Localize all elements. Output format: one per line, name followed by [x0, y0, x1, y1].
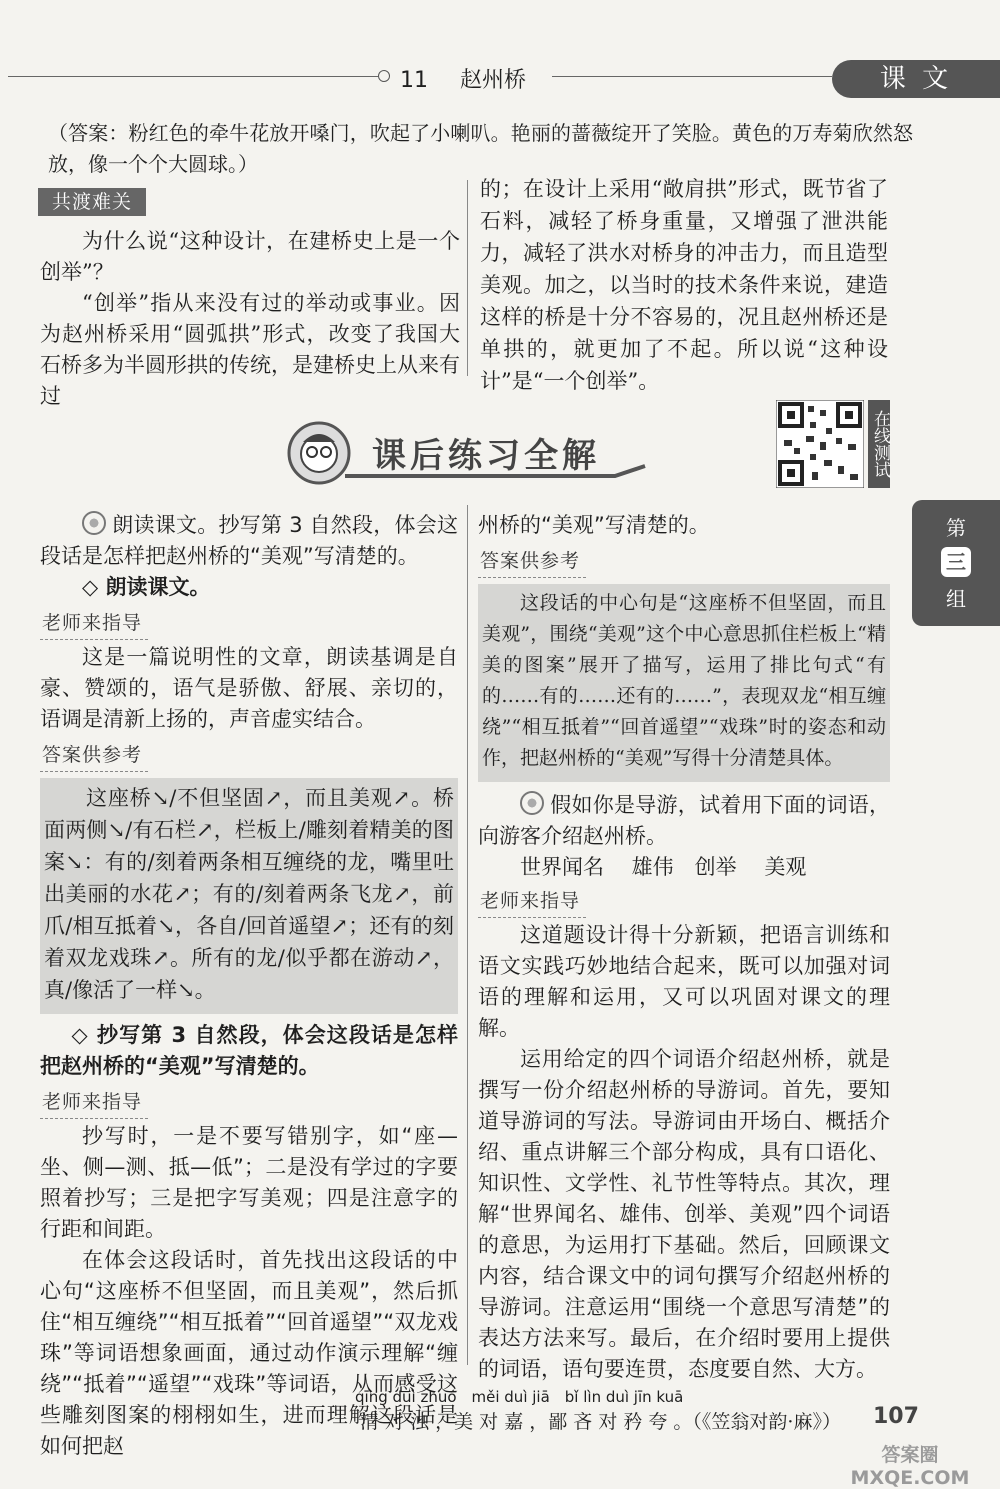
- footer-couplet: 清 对 浊 ，美 对 嘉 ，鄙 吝 对 矜 夸 。（《笠翁对韵·麻》）: [360, 1411, 841, 1433]
- header-lesson: [400, 63, 526, 94]
- watermark: 答案圈 MXQE.COM: [850, 1444, 970, 1489]
- answer-block-1: 这座桥↘/不但坚固↗，而且美观↗。桥面两侧↘/有石栏↗，栏板上/雕刻着精美的图案↘：有的/刻着两条相互缠绕的龙，嘴里吐出美丽的水花↗；有的/刻着两条飞龙↗，前爪/相互抵着↘，各自/回首遥望↗；还有的刻着双龙戏珠↗。所有的龙/似乎都在游动↗，真/像活了一样↘。: [40, 778, 458, 1014]
- word-list: 世界闻名 雄伟 创举 美观: [520, 855, 807, 879]
- left-answer: “创举”指从来没有过的举动或事业。因为赵州桥采用“圆弧拱”形式，改变了我国大石桥多为半圆形拱的传统，是建桥史上从来有过: [40, 291, 460, 408]
- label-answer-1: 答案供参考: [40, 740, 148, 772]
- qr-label: 在线测试: [868, 400, 890, 488]
- teacher-guide-1: 这是一篇说明性的文章，朗读基调是自豪、赞颂的，语气是骄傲、舒展、亲切的，语调是清新上扬的，声音虚实结合。: [40, 645, 458, 731]
- subheading-read: ◇ 朗读课文。: [82, 575, 211, 599]
- exercise-marker-icon-2: [520, 791, 544, 815]
- teacher-guide-3a: 这道题设计得十分新颖，把语言训练和语文实践巧妙地结合起来，既可以加强对词语的理解和运用，又可以巩固对课文的理解。: [478, 923, 890, 1040]
- header-tab-label: 课 文: [879, 64, 953, 94]
- teacher-guide-3b: 运用给定的四个词语介绍赵州桥，就是撰写一份介绍赵州桥的导游词。首先，要知道导游词的写法。导游词由开场白、概括介绍、重点讲解三个部分构成，具有口语化、知识性、文学性、礼节性等特点。其次，理解“世界闻名、雄伟、创举、美观”四个词语的意思，为运用打下基础。然后，回顾课文内容，结合课文中的词句撰写介绍赵州桥的导游词。注意运用“围绕一个意思写清楚”的表达方法来写。最后，在介绍时要用上提供的词语，语句要连贯，态度要自然、大方。: [478, 1047, 890, 1381]
- label-teacher-1: 老师来指导: [40, 608, 148, 640]
- top-left-block: [40, 226, 460, 412]
- side-tab-line2: 三: [941, 547, 971, 577]
- top-answer: （答案：粉红色的牵牛花放开嗓门，吹起了小喇叭。艳丽的蔷薇绽开了笑脸。黄色的万寿菊欣然怒放，像一个个大圆球。）: [48, 121, 913, 176]
- teacher-guide-2b: 在体会这段话时，首先找出这段话的中心句“这座桥不但坚固，而且美观”，然后抓住“相互缠绕”“相互抵着”“回首遥望”“双龙戏珠”等词语想象画面，通过动作演示理解“缠绕”“抵着”“遥望”“戏珠”等词语，从而感受这些雕刻图案的栩栩如生，进而理解这段话是如何把赵: [40, 1248, 458, 1458]
- question-2: 假如你是导游，试着用下面的词语，向游客介绍赵州桥。: [478, 793, 890, 848]
- left-column: [40, 510, 458, 1462]
- question: 为什么说“这种设计，在建桥史上是一个创举”？: [40, 229, 460, 284]
- exercise-marker-icon: [82, 511, 106, 535]
- side-tab-line3: 组: [946, 587, 966, 611]
- continuation: 州桥的“美观”写清楚的。: [478, 513, 710, 537]
- column-divider-top: [467, 180, 468, 376]
- qr-code[interactable]: [776, 400, 864, 488]
- page-number: 107: [873, 1404, 919, 1429]
- side-tab-line1: 第: [946, 516, 966, 540]
- top-right-block: [480, 173, 888, 397]
- label-teacher-3: 老师来指导: [478, 886, 586, 918]
- right-answer: 的；在设计上采用“敞肩拱”形式，既节省了石料，减轻了桥身重量，又增强了泄洪能力，减轻了洪水对桥身的冲击力，而且造型美观。加之，以当时的技术条件来说，建造这样的桥是十分不容易的，况且赵州桥还是单拱的，就更加了不起。所以说“这种设计”是“一个创举”。: [480, 177, 888, 393]
- right-column: [478, 510, 890, 1385]
- header-rule: [8, 76, 378, 77]
- header-tab: [832, 60, 1000, 98]
- column-divider: [467, 505, 468, 1365]
- header-dot: [378, 70, 390, 82]
- answer-block-2: 这段话的中心句是“这座桥不但坚固，而且美观”，围绕“美观”这个中心意思抓住栏板上“精美的图案”展开了描写，运用了排比句式“有的……有的……还有的……”，表现双龙“相互缠绕”“相互抵着”“回首遥望”“戏珠”时的姿态和动作，把赵州桥的“美观”写得十分清楚具体。: [478, 584, 890, 782]
- side-tab[interactable]: [912, 500, 1000, 626]
- question-1: 朗读课文。抄写第 3 自然段，体会这段话是怎样把赵州桥的“美观”写清楚的。: [40, 513, 458, 568]
- lesson-number: 11: [400, 68, 428, 93]
- badge-gongdu: 共渡难关: [38, 188, 146, 216]
- teacher-guide-2a: 抄写时，一是不要写错别字，如“座—坐、侧—测、抵—低”；二是没有学过的字要照着抄写；三是把字写美观；四是注意字的行距和间距。: [40, 1124, 458, 1241]
- footer-pinyin: qīng duì zhuó měi duì jiā bǐ lìn duì jīn kuā: [355, 1388, 684, 1406]
- label-answer-2: 答案供参考: [478, 546, 586, 578]
- subheading-copy: ◇ 抄写第 3 自然段，体会这段话是怎样把赵州桥的“美观”写清楚的。: [40, 1023, 458, 1078]
- label-teacher-2: 老师来指导: [40, 1087, 148, 1119]
- section-title: 课后练习全解: [372, 436, 600, 476]
- header-rule-right: [552, 76, 832, 77]
- lesson-title: 赵州桥: [460, 68, 527, 93]
